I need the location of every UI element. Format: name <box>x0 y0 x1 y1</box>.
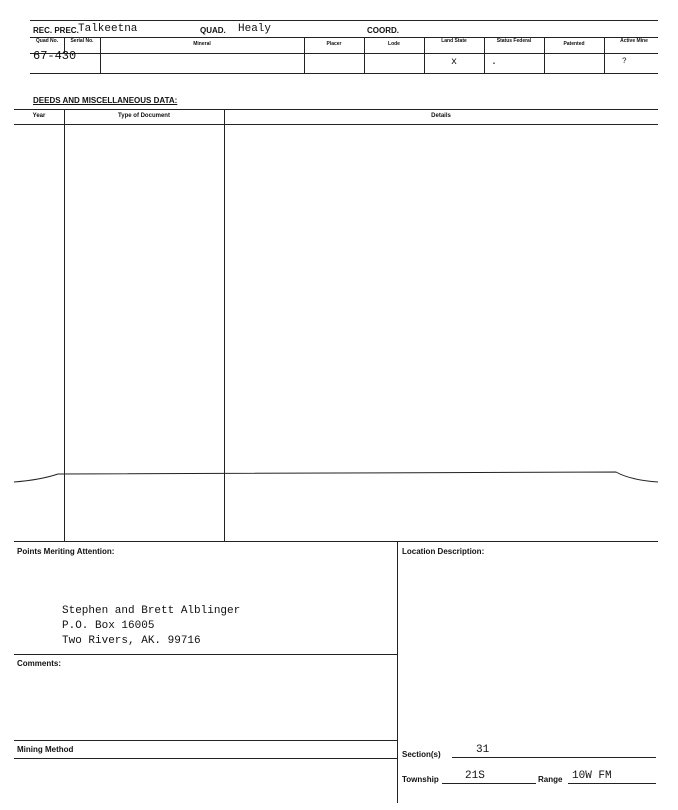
mining-top-rule <box>14 740 397 741</box>
deeds-col-year: Year <box>32 113 46 119</box>
quad-label: QUAD. <box>200 26 226 35</box>
col-mineral: Mineral <box>193 41 211 47</box>
divider-land-status <box>484 37 485 73</box>
range-label: Range <box>538 775 563 784</box>
col-active-mine: Active Mine <box>620 38 648 44</box>
top-rule <box>30 20 658 21</box>
land-state-mark: x <box>451 57 458 68</box>
deeds-top-rule <box>14 109 658 110</box>
location-label: Location Description: <box>402 547 485 556</box>
status-federal-mark: . <box>491 57 498 68</box>
quad-serial-value: 67-430 <box>33 49 77 63</box>
points-line-3: Two Rivers, AK. 99716 <box>62 635 201 647</box>
mining-bottom-rule <box>14 758 397 759</box>
section-blank <box>452 757 656 758</box>
col-status-federal: Status Federal <box>496 38 532 44</box>
mining-label: Mining Method <box>17 745 74 754</box>
points-label: Points Meriting Attention: <box>17 547 115 556</box>
coord-label: COORD. <box>367 26 399 35</box>
township-value: 21S <box>465 770 485 782</box>
points-line-2: P.O. Box 16005 <box>62 620 155 632</box>
section-value: 31 <box>476 744 490 756</box>
rec-prec-label: REC. PREC. <box>33 26 79 35</box>
comments-label: Comments: <box>17 659 62 668</box>
points-line-1: Stephen and Brett Alblinger <box>62 605 241 617</box>
range-blank <box>568 783 656 784</box>
col-serial-no: Serial No. <box>70 38 94 44</box>
section-label: Section(s) <box>402 750 441 759</box>
deeds-col-type: Type of Document <box>118 113 170 119</box>
deeds-bottom-rule <box>14 541 658 542</box>
column-header-top-rule <box>30 37 658 38</box>
deeds-header-rule <box>14 124 658 125</box>
deeds-col-details: Details <box>431 113 451 119</box>
comments-top-rule <box>14 654 397 655</box>
quad-value: Healy <box>238 23 272 35</box>
fold-line <box>0 462 678 492</box>
col-quad-no: Quad No. <box>35 38 59 44</box>
data-row-bottom-rule <box>30 73 658 74</box>
township-blank <box>442 783 536 784</box>
divider-patented-active <box>604 37 605 73</box>
range-value: 10W FM <box>572 770 612 782</box>
divider-lode-land <box>424 37 425 73</box>
col-land-state: Land State <box>441 38 467 44</box>
col-lode: Lode <box>388 41 400 47</box>
township-label: Township <box>402 775 439 784</box>
col-patented: Patented <box>563 41 585 47</box>
deeds-title: DEEDS AND MISCELLANEOUS DATA: <box>33 96 178 105</box>
column-header-bottom-rule <box>30 53 658 54</box>
active-mine-mark: ? <box>622 57 627 66</box>
lower-center-divider <box>397 541 398 803</box>
col-placer: Placer <box>326 41 342 47</box>
rec-prec-value: Talkeetna <box>78 23 138 35</box>
